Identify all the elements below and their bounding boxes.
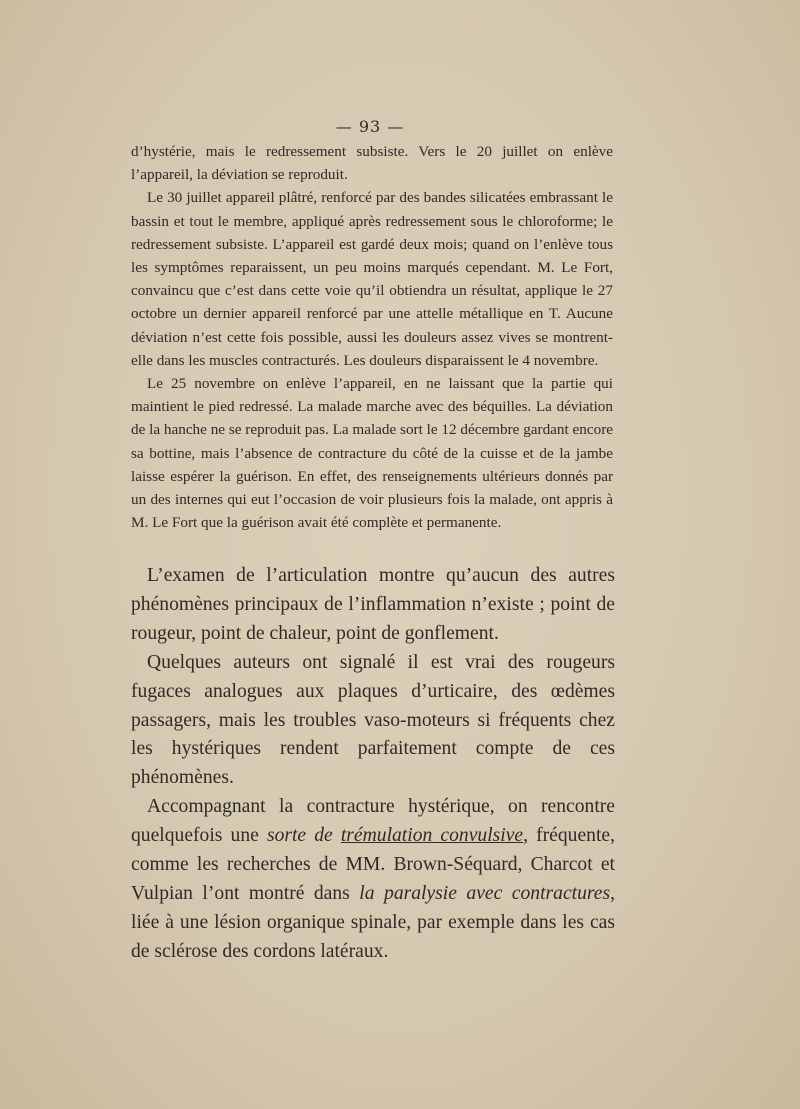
paragraph	[131, 793, 615, 966]
italic-text: sorte de	[266, 825, 341, 847]
paragraph: Le 30 juillet appareil plâtré, renforcé par des bandes silicatées embrassant le bassin et tout le membre, appliqué après redressement sous le chloroforme; le redressement subsiste. L’appareil est gardé deux mois; quand on l’enlève tous les symptômes reparaissent, un peu moins marqués cependant. M. Le Fort, convaincu que c’est dans cette voie qu’il obtiendra un résultat, applique le 27 octobre un dernier appareil renforcé par une attelle métallique en T. Aucune déviation n’est cette fois possible, aussi les douleurs assez vives se montrent-elle dans les muscles contracturés. Les douleurs disparaissent le 4 novembre.	[131, 189, 613, 369]
italic-text: la paralysie avec contractures	[359, 882, 611, 904]
text-run: , liée à une lésion organique spinale, par exemple dans les cas de sclérose des cordons latéraux.	[131, 882, 616, 962]
paragraph: Le 25 novembre on enlève l’appareil, en ne laissant que la partie qui maintient le pied redressé. La malade marche avec des béquilles. La déviation de la hanche ne se reproduit pas. La malade sort le 12 décembre gardant encore sa bottine, mais l’absence de contracture du côté de la cuisse et de la jambe laisse espérer la guérison. En effet, des renseignements ultérieurs donnés par un des internes qui eut l’occasion de voir plusieurs fois la malade, ont appris à M. Le Fort que la guérison avait été complète et permanente.	[131, 375, 613, 532]
paragraph: d’hystérie, mais le redressement subsiste. Vers le 20 juillet on enlève l’appareil, la déviation se reproduit.	[131, 143, 613, 184]
text-run: , fréquente, comme les recherches de MM. Brown-Séquard, Charcot et Vulpian l’ont montré dans	[131, 825, 615, 904]
body-text	[131, 562, 615, 967]
underlined-italic-text: trémulation convulsive	[340, 825, 524, 847]
paragraph: Quelques auteurs ont signalé il est vrai des rougeurs fugaces analogues aux plaques d’urticaire, des œdèmes passagers, mais les troubles vaso-moteurs si fréquents chez les hystériques rendent parfaitement compte de ces phénomènes.	[131, 651, 615, 789]
page-number: — 93 —	[335, 117, 405, 136]
text-run: Accompagnant la contracture hystérique, on rencontre quelquefois une	[131, 796, 615, 847]
paragraph: L’examen de l’articulation montre qu’aucun des autres phénomènes principaux de l’inflammation n’existe ; point de rougeur, point de chaleur, point de gonflement.	[131, 565, 615, 644]
case-report-text	[131, 140, 613, 534]
